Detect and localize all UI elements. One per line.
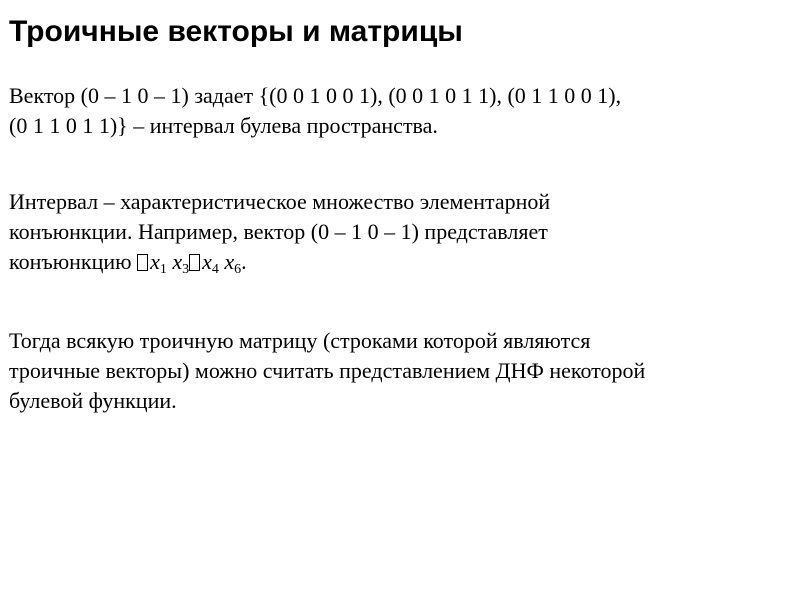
paragraph-line: Вектор (0 – 1 0 – 1) задает {(0 0 1 0 0 1), (0 0 1 0 1 1), (0 1 1 0 0 1), xyxy=(9,83,622,108)
formula-prefix: конъюнкцию xyxy=(9,249,138,274)
negation-glyph-icon xyxy=(137,254,148,271)
formula-subscript: 1 xyxy=(159,262,167,277)
paragraph-line-formula xyxy=(9,247,794,277)
paragraph-interval-example xyxy=(9,81,794,141)
negation-glyph-icon xyxy=(189,254,200,271)
formula-subscript: 4 xyxy=(211,262,219,277)
formula-subscript: 6 xyxy=(234,262,242,277)
paragraph-ternary-matrix xyxy=(9,326,794,416)
paragraph-line: булевой функции. xyxy=(9,388,177,413)
formula-period: . xyxy=(241,249,247,274)
paragraph-line: конъюнкции. Например, вектор (0 – 1 0 – 1) представляет xyxy=(9,219,548,244)
formula-var: x xyxy=(172,249,183,274)
slide-title: Троичные векторы и матрицы xyxy=(9,15,463,48)
paragraph-line: Интервал – характеристическое множество элементарной xyxy=(9,189,551,214)
paragraph-line: (0 1 1 0 1 1)} – интервал булева пространства. xyxy=(9,113,438,138)
formula-var: x xyxy=(150,249,160,274)
formula-subscript: 3 xyxy=(182,262,190,277)
paragraph-line: троичные векторы) можно считать представлением ДНФ некоторой xyxy=(9,358,646,383)
formula-var: x xyxy=(202,249,212,274)
paragraph-line: Тогда всякую троичную матрицу (строками которой являются xyxy=(9,328,591,353)
paragraph-interval-definition xyxy=(9,187,794,277)
formula-var: x xyxy=(224,249,235,274)
